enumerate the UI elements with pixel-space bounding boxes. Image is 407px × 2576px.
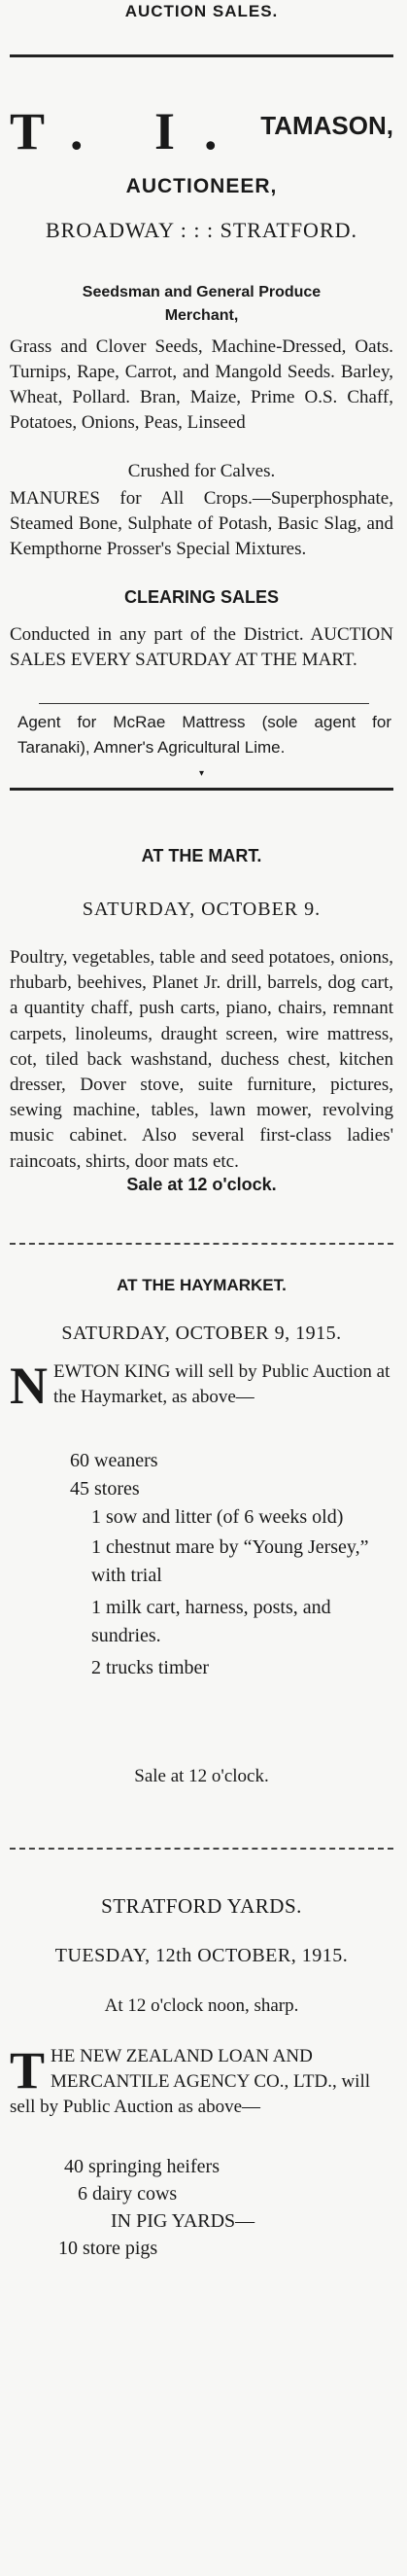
yards-intro-text: HE NEW ZEALAND LOAN AND MERCANTILE AGENCY CO., LTD., will sell by Public Auction as above— [10,2046,371,2117]
haymarket-intro [10,1357,393,1415]
yards-intro [10,2041,393,2120]
list-item: 2 trucks timber [91,1657,210,1678]
seeds-heading-line2: Merchant, [164,307,239,324]
auctioneer-initials: T. I. [10,102,247,160]
ad-divider-1 [10,788,393,791]
mart-heading: AT THE MART. [141,846,262,865]
mart-lots: Poultry, vegetables, table and seed potatoes, onions, rhubarb, beehives, Planet Jr. drill, barrels, dog cart, a quantity chaff, push carts, piano, chairs, remnant carpets, linoleums, draught screen, wire mattress, cot, tiled back washstand, duchess chest, kitchen dresser, Dover stove, suite furniture, pictures, sewing machine, tables, lawn mower, revolving music cabinet. Also several first-class ladies' raincoats, shirts, door mats etc. [10,947,393,1172]
list-item: 45 stores [70,1478,140,1500]
auctioneer-name [10,101,393,159]
haymarket-intro-text: EWTON KING will sell by Public Auction at the Haymarket, as above— [53,1361,390,1407]
list-item: 1 milk cart, harness, posts, and sundries. [91,1597,331,1646]
ad-divider-3 [10,1848,393,1850]
ornament: ▾ [198,768,205,779]
haymarket-dropcap: N [10,1357,48,1415]
auctioneer-address: BROADWAY : : : STRATFORD. [45,218,358,242]
pig-yards-heading: IN PIG YARDS— [111,2210,255,2232]
list-item: 1 sow and litter (of 6 weeks old) [91,1506,344,1528]
list-item: 10 store pigs [58,2238,158,2259]
ad-divider-2 [10,1243,393,1245]
yards-time: At 12 o'clock noon, sharp. [104,1995,299,2016]
yards-lot-list [10,2153,393,2262]
seeds-list-last: Crushed for Calves. [127,461,276,481]
agent-text: Agent for McRae Mattress (sole agent for Taranaki), Amner's Agricultural Lime. [17,713,391,757]
yards-heading: STRATFORD YARDS. [101,1894,302,1918]
list-item: 60 weaners [70,1450,158,1471]
manures-text: MANURES for All Crops.—Superphosphate, Steamed Bone, Sulphate of Potash, Basic Slag, and Kempthorne Prosser's Special Mixtures. [10,488,393,559]
mart-date: SATURDAY, OCTOBER 9. [82,899,322,920]
list-item: 1 chestnut mare by “Young Jersey,” with trial [91,1536,369,1586]
auctioneer-role: AUCTIONEER, [125,175,278,197]
haymarket-date: SATURDAY, OCTOBER 9, 1915. [61,1323,342,1344]
yards-date: TUESDAY, 12th OCTOBER, 1915. [54,1945,349,1966]
short-divider [39,703,369,704]
haymarket-sale-time: Sale at 12 o'clock. [134,1766,269,1786]
list-item: 6 dairy cows [78,2183,178,2205]
page-header-title: AUCTION SALES. [124,2,279,20]
header-divider [10,54,393,57]
list-item: 40 springing heifers [64,2156,220,2177]
mart-sale-time: Sale at 12 o'clock. [126,1175,277,1194]
seeds-heading-line1: Seedsman and General Produce [82,284,322,300]
conducted-text: Conducted in any part of the District. AUCTION SALES EVERY SATURDAY AT THE MART. [10,624,393,670]
yards-dropcap: T [10,2041,46,2100]
clearing-sales-heading: CLEARING SALES [123,587,279,607]
auctioneer-surname: TAMASON, [260,111,393,140]
haymarket-heading: AT THE HAYMARKET. [117,1276,287,1294]
seeds-list: Grass and Clover Seeds, Machine-Dressed, Oats. Turnips, Rape, Carrot, and Mangold Seeds. Barley, Wheat, Pollard. Bran, Maize, Prime O.S. Chaff, Potatoes, Onions, Peas, Linseed [10,336,393,433]
haymarket-lot-list [10,1447,393,1682]
